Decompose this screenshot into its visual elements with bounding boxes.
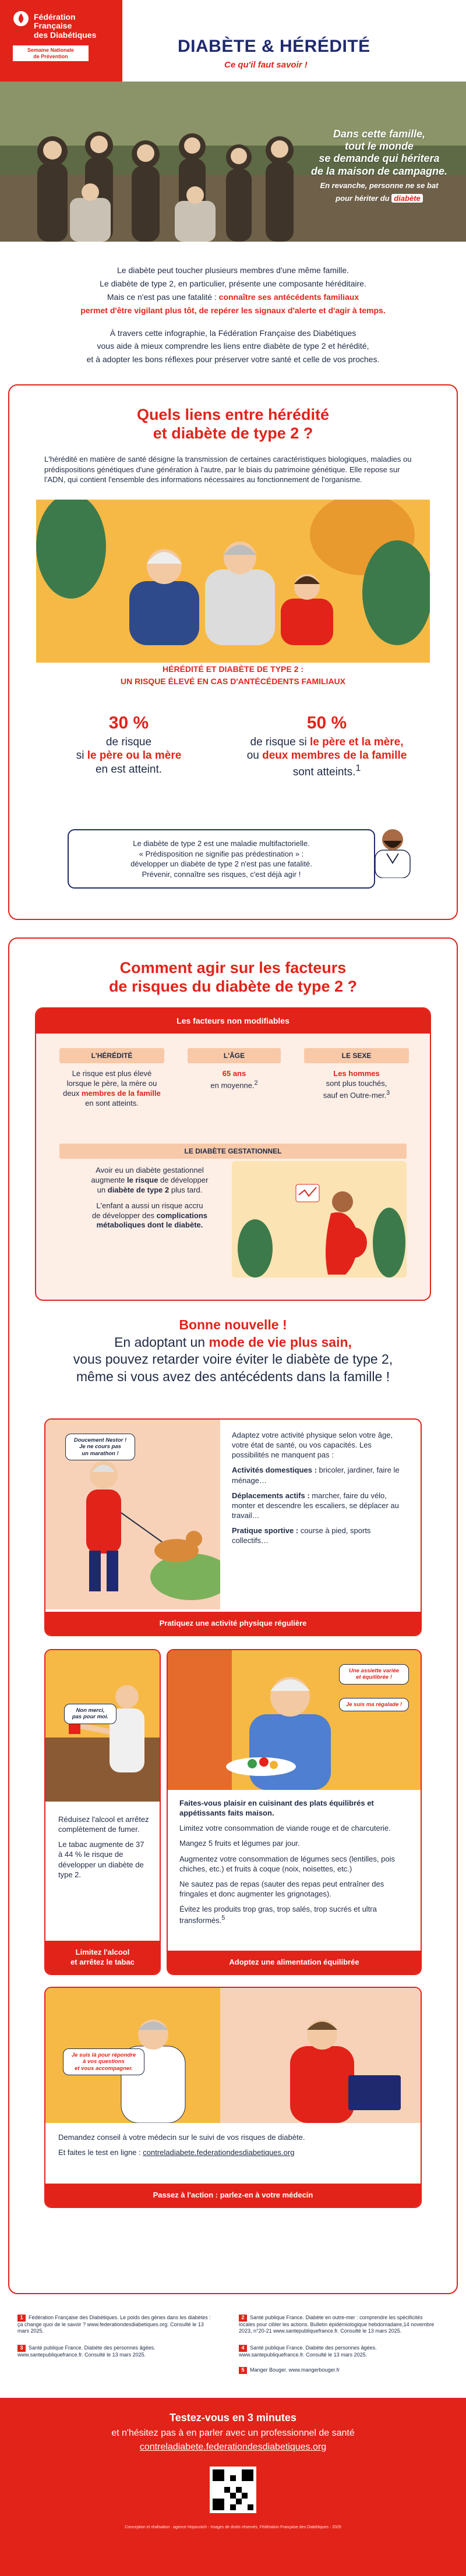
- cta-title: Testez-vous en 3 minutes: [170, 2412, 296, 2423]
- card2-footer-l1: Limitez l'alcool: [75, 1947, 130, 1956]
- intro-line3: [41, 292, 425, 303]
- footnote-1-num: 1: [17, 2315, 26, 2322]
- legal-credits: Conception et réalisation : agence Hopscotch - Images de droits réservés, Fédération Française des Diabétiques - 2025: [125, 2525, 341, 2529]
- section1-title-line2: et diabète de type 2 ?: [153, 424, 313, 443]
- col3-t1: Les hommes: [333, 1069, 380, 1078]
- col1-t3: [59, 1089, 164, 1099]
- footnote-4-text: Santé publique France. Diabète des personnes âgées. www.santepubliquefrance.fr. Consulté le 13 mars 2025.: [239, 2345, 377, 2358]
- diet-p6-text: Évitez les produits trop gras, trop salés, trop sucrés et ultra transformés.: [179, 1905, 377, 1925]
- gest-t3a: un: [97, 1185, 108, 1194]
- page-title: DIABÈTE & HÉRÉDITÉ: [178, 37, 370, 56]
- gest-t3: [71, 1186, 228, 1195]
- diet-p4: Augmentez votre consommation de légumes secs (lentilles, pois chiches, etc.) et fruits à coque (noix, noisettes, etc.): [179, 1854, 395, 1873]
- card2-footer: [45, 1941, 160, 1974]
- qr-code[interactable]: [210, 2467, 256, 2513]
- bottom-cta: [0, 2398, 466, 2576]
- gest-t4: L'enfant a aussi un risque accru: [96, 1201, 203, 1210]
- intro-line3-b: connaître ses antécédents familiaux: [218, 292, 359, 302]
- factor-sex-label: LE SEXE: [304, 1048, 409, 1063]
- intro-line4: permet d'être vigilant plus tôt, de repérer les signaux d'alerte et d'agir à temps.: [80, 305, 386, 315]
- activity-p4a: Pratique sportive :: [232, 1526, 299, 1535]
- speech-bubble-dog: [65, 1434, 135, 1460]
- activity-p2a: Activités domestiques :: [232, 1466, 317, 1475]
- refusal-illustration: [45, 1650, 161, 1802]
- activity-text: [232, 1430, 409, 1551]
- federation-logo-icon: [13, 10, 29, 27]
- online-test-link[interactable]: contreladiabete.federationdesdiabetiques.org: [143, 2148, 295, 2157]
- gest-t5: [71, 1211, 228, 1221]
- risk-banner-line1: HÉRÉDITÉ ET DIABÈTE DE TYPE 2 :: [163, 664, 303, 674]
- footnote-3-text: Santé publique France. Diabète des personnes âgées. www.santepubliquefrance.fr. Consulté le 13 mars 2025.: [17, 2345, 156, 2358]
- quote-line2: tout le monde: [344, 140, 414, 153]
- activity-p3: [232, 1491, 409, 1520]
- grandparents-illustration: [36, 500, 430, 663]
- quote-highlight: diabète: [391, 194, 423, 203]
- diet-text: [179, 1798, 410, 1931]
- stat-left-l2b: le père ou la mère: [87, 749, 182, 762]
- doctor-icon: [369, 822, 416, 878]
- col2-t2: [188, 1079, 281, 1091]
- quote-line1: Dans cette famille,: [333, 128, 425, 140]
- gestational-text: [71, 1166, 228, 1230]
- stat-left-l2: [44, 749, 213, 763]
- factor-heredity: [59, 1048, 164, 1109]
- intro-line5: À travers cette infographie, la Fédération Française des Diabétiques: [110, 328, 356, 338]
- intro-line2: Le diabète de type 2, en particulier, présente une composante héréditaire.: [100, 278, 366, 288]
- bubble2-l2: pas pour moi.: [72, 1714, 109, 1721]
- good-news: [9, 1316, 457, 1385]
- diet-p5: Ne sautez pas de repas (sauter des repas peut entraîner des fringales et donc augmenter les grignotages).: [179, 1879, 384, 1899]
- doctor-p2a: Et faites le test en ligne :: [58, 2148, 143, 2157]
- col1-t3a: deux: [63, 1088, 82, 1098]
- diet-p1: Faites-vous plaisir en cuisinant des plats équilibrés et appétissants faits maison.: [179, 1799, 374, 1818]
- quote-line6: [311, 194, 447, 203]
- stat-both-parents-pct: 50 %: [306, 713, 347, 733]
- quote-line6-a: pour hériter du: [336, 194, 390, 203]
- diet-p3: Mangez 5 fruits et légumes par jour.: [179, 1839, 300, 1848]
- bubble3-l1: Une assiette variée: [348, 1668, 400, 1674]
- gest-t5a: de développer des: [91, 1211, 157, 1220]
- card-see-doctor: [44, 1987, 422, 2208]
- bubble2-l1: Non merci,: [76, 1707, 105, 1714]
- card4-footer: Passez à l'action : parlez-en à votre médecin: [45, 2184, 421, 2207]
- col3-t3: [304, 1089, 409, 1101]
- quote-line4: de la maison de campagne.: [310, 165, 447, 177]
- intro-line1: Le diabète peut toucher plusieurs membres d'une même famille.: [117, 266, 349, 275]
- card-alcohol-tobacco: [44, 1649, 161, 1975]
- speech-bubble-refusal: [64, 1704, 116, 1724]
- col2-t2-text: en moyenne.: [210, 1081, 255, 1090]
- week-line2: de Prévention: [33, 53, 68, 59]
- factor-heredity-label: L'HÉRÉDITÉ: [59, 1048, 164, 1063]
- good-news-line2: [9, 1334, 457, 1351]
- federation-logo[interactable]: [0, 0, 122, 82]
- footnote-2-num: 2: [239, 2315, 247, 2322]
- title-box: [122, 0, 466, 82]
- gest-t3b: diabète de type 2: [107, 1185, 170, 1194]
- speech-bubble-plate: [339, 1664, 409, 1685]
- bubble1-l3: un marathon !: [82, 1450, 119, 1457]
- tobacco-p2: Le tabac augmente de 37 à 44 % le risque de développer un diabète de type 2.: [58, 1840, 144, 1879]
- stat-left-l1: de risque: [105, 735, 152, 748]
- footnote-4: [239, 2345, 437, 2358]
- footnote-4-num: 4: [239, 2345, 247, 2352]
- footnote-ref-2: 2: [254, 1080, 258, 1087]
- col2-t1: 65 ans: [222, 1069, 246, 1078]
- good-news-2a: En adoptant un: [114, 1335, 209, 1350]
- good-news-title: Bonne nouvelle !: [179, 1317, 287, 1332]
- col1-t1: Le risque est plus élevé: [72, 1069, 152, 1078]
- card1-footer: Pratiquez une activité physique régulière: [45, 1612, 421, 1635]
- section-heredity: [8, 384, 458, 920]
- activity-p4b: course à pied, sports collectifs…: [232, 1526, 371, 1545]
- gest-t2: [71, 1176, 228, 1186]
- header-quote: [311, 128, 447, 203]
- footnote-ref-5: 5: [221, 1915, 225, 1922]
- footnote-3: [17, 2345, 216, 2358]
- activity-p3a: Déplacements actifs :: [232, 1491, 310, 1500]
- stat-one-parent: [44, 712, 213, 777]
- activity-p3b: marcher, faire du vélo, monter et descendre les escaliers, se déplacer au travail…: [232, 1491, 399, 1520]
- gest-t5b: complications: [156, 1211, 207, 1220]
- bubble1-l2: Je ne cours pas: [79, 1443, 121, 1450]
- gest-t1: Avoir eu un diabète gestationnel: [96, 1166, 204, 1174]
- section1-title-line1: Quels liens entre hérédité: [136, 406, 330, 423]
- pregnant-woman-illustration: [232, 1161, 407, 1278]
- tobacco-text: [58, 1814, 150, 1885]
- family-illustration: [36, 500, 430, 663]
- stat-both-parents-text: [225, 735, 429, 780]
- cta-website-link[interactable]: contreladiabete.federationdesdiabetiques.org: [139, 2441, 327, 2452]
- risk-banner: [36, 664, 430, 687]
- section2-title-line1: Comment agir sur les facteurs: [119, 959, 347, 976]
- footnote-ref-3: 3: [386, 1089, 390, 1096]
- bubble4-l1: Je suis là pour répondre: [71, 2052, 136, 2058]
- footnote-5-text: Manger Bouger. www.mangerbouger.fr: [250, 2367, 340, 2373]
- col3-t3-text: sauf en Outre-mer.: [323, 1091, 387, 1100]
- footnote-1: [17, 2315, 216, 2335]
- stat-left-l3: en est atteint.: [95, 763, 163, 776]
- bubble1-l1: Doucement Nestor !: [73, 1437, 127, 1443]
- logo-name-line2: des Diabétiques: [34, 30, 97, 40]
- col1-t3b: membres de la famille: [81, 1088, 161, 1098]
- intro: [0, 242, 466, 365]
- non-modifiable-factors-panel: [35, 1007, 431, 1301]
- card-physical-activity: [44, 1418, 422, 1636]
- factor-age-label: L'ÂGE: [188, 1048, 281, 1063]
- quote-line3: se demande qui héritera: [319, 153, 440, 165]
- bubble4-l2: à vos questions: [83, 2058, 125, 2065]
- gestational-label: LE DIABÈTE GESTATIONNEL: [59, 1144, 407, 1159]
- stat-right-l3: [225, 763, 429, 779]
- stat-right-l2a: ou: [246, 749, 263, 762]
- pregnancy-illustration: [232, 1161, 407, 1278]
- speech-bubble-doctor: [63, 2048, 144, 2075]
- card3-footer: Adoptez une alimentation équilibrée: [168, 1951, 421, 1974]
- panel-title: Les facteurs non modifiables: [36, 1009, 430, 1034]
- quote-line5: En revanche, personne ne se bat: [320, 181, 439, 190]
- tobacco-p1: Réduisez l'alcool et arrêtez complètement de fumer.: [58, 1815, 149, 1834]
- footnote-1-text: Fédération Française des Diabétiques. Le poids des gènes dans les diabètes : ça change quoi de le savoir ? www.federationdesdiabetiques.org. Consulté le 13 mars 2025.: [17, 2315, 211, 2334]
- activity-p2: [232, 1465, 409, 1485]
- speech-bubble-treat: [339, 1698, 409, 1711]
- footnote-3-num: 3: [17, 2345, 26, 2352]
- man-refusing-illustration: [45, 1650, 161, 1802]
- stat-right-l2: [225, 749, 429, 763]
- intro-line7: et à adopter les bons réflexes pour préserver votre santé et celle de vos proches.: [86, 355, 380, 365]
- gest-t2b: le risque: [126, 1175, 158, 1184]
- stat-right-l1b: le père et la mère,: [309, 735, 404, 748]
- page-subtitle: Ce qu'il faut savoir !: [224, 60, 308, 70]
- gest-t2c: de développer: [158, 1175, 209, 1184]
- footnote-5: [239, 2367, 437, 2374]
- col3-t2: sont plus touchés,: [326, 1079, 387, 1088]
- stat-one-parent-pct: 30 %: [108, 713, 149, 733]
- gest-t2a: augmente: [91, 1175, 127, 1184]
- header: [0, 0, 466, 242]
- doctor-p2: [58, 2147, 408, 2157]
- stat-right-l1: [225, 735, 429, 749]
- note-line3: développer un diabète de type 2 n'est pas une fatalité.: [130, 859, 312, 869]
- intro-line6: vous aide à mieux comprendre les liens entre diabète de type 2 et hérédité,: [97, 341, 369, 351]
- note-line1: Le diabète de type 2 est une maladie multifactorielle.: [133, 839, 310, 848]
- gest-t6: métaboliques dont le diabète.: [96, 1220, 203, 1230]
- intro-line3-a: Mais ce n'est pas une fatalité :: [107, 292, 219, 302]
- gest-t3c: plus tard.: [169, 1185, 203, 1194]
- col1-t2: lorsque le père, la mère ou: [66, 1079, 157, 1088]
- card2-footer-l2: et arrêtez le tabac: [70, 1958, 135, 1967]
- bubble4-l3: et vous accompagner.: [75, 2065, 133, 2072]
- good-news-line4: même si vous avez des antécédents dans la famille !: [76, 1368, 390, 1384]
- activity-p2b: bricoler, jardiner, faire le ménage…: [232, 1466, 400, 1485]
- factor-age-text: [188, 1069, 281, 1091]
- col1-t4: en sont atteints.: [85, 1098, 139, 1107]
- section2-title: [9, 939, 457, 996]
- footnote-2: [239, 2315, 437, 2335]
- footnote-ref-1: 1: [355, 763, 361, 773]
- footnote-5-num: 5: [239, 2367, 247, 2374]
- diet-p2: Limitez votre consommation de viande rouge et de charcuterie.: [179, 1824, 391, 1833]
- factor-heredity-text: [59, 1069, 164, 1109]
- stat-right-l3-text: sont atteints.: [292, 766, 356, 779]
- prevention-week-badge: [13, 45, 89, 61]
- section-risk-factors: [8, 937, 458, 2294]
- week-line1: Semaine Nationale: [27, 47, 75, 54]
- cta-line2: et n'hésitez pas à en parler avec un professionnel de santé: [111, 2428, 355, 2439]
- heredity-definition: L'hérédité en matière de santé désigne la transmission de certaines caractéristiques biologiques, maladies ou prédispositions génétiques d'une génération à l'autre, par le biais du patrimoine génétique. Elle repose sur l'ADN, qui contient l'ensemble des informations nécessaires au fonctionnement de l'organisme.: [44, 455, 412, 484]
- note-line2: « Prédisposition ne signifie pas prédestination » :: [139, 849, 304, 858]
- stat-one-parent-text: [44, 735, 213, 777]
- section2-title-line2: de risques du diabète de type 2 ?: [108, 978, 358, 996]
- risk-banner-line2: UN RISQUE ÉLEVÉ EN CAS D'ANTÉCÉDENTS FAMILIAUX: [120, 676, 346, 686]
- stat-right-l1a: de risque si: [250, 735, 310, 748]
- good-news-line3: vous pouvez retarder voire éviter le diabète de type 2,: [73, 1351, 393, 1367]
- factor-age: [188, 1048, 281, 1091]
- stat-right-l2b: deux membres de la famille: [262, 749, 407, 762]
- note-line4: Prévenir, connaître ses risques, c'est déjà agir !: [142, 869, 301, 879]
- doctor-text: [58, 2132, 408, 2163]
- activity-p4: [232, 1526, 409, 1545]
- card-balanced-diet: [167, 1649, 422, 1975]
- factor-sex: [304, 1048, 409, 1101]
- logo-name-line1: Fédération Française: [34, 12, 76, 31]
- factor-sex-text: [304, 1069, 409, 1101]
- diet-p6: [179, 1904, 410, 1926]
- good-news-2b: mode de vie plus sain,: [209, 1335, 352, 1350]
- stat-left-l2a: si: [76, 749, 87, 762]
- stat-both-parents: [225, 712, 429, 779]
- multifactorial-note: [68, 829, 375, 889]
- section1-title: [9, 385, 457, 443]
- footnote-2-text: Santé publique France. Diabète en outre-mer : comprendre les spécificités locales pour cibler les actions. Bulletin épidémiologique hebdomadaire,14 novembre 2023, n°20-21 www.santepubliquefrance.fr. Consulté le 13 mars 2025.: [239, 2315, 435, 2334]
- bubble3-l3: Je suis ma régalade !: [345, 1701, 403, 1708]
- qr-code-icon: [213, 2469, 253, 2510]
- doctor-p1: Demandez conseil à votre médecin sur le suivi de vos risques de diabète.: [58, 2133, 305, 2142]
- activity-p1: Adaptez votre activité physique selon votre âge, votre état de santé, ou vos capacités. Les possibilités ne manquent pas :: [232, 1431, 393, 1460]
- bubble3-l2: et équilibrée !: [356, 1674, 392, 1681]
